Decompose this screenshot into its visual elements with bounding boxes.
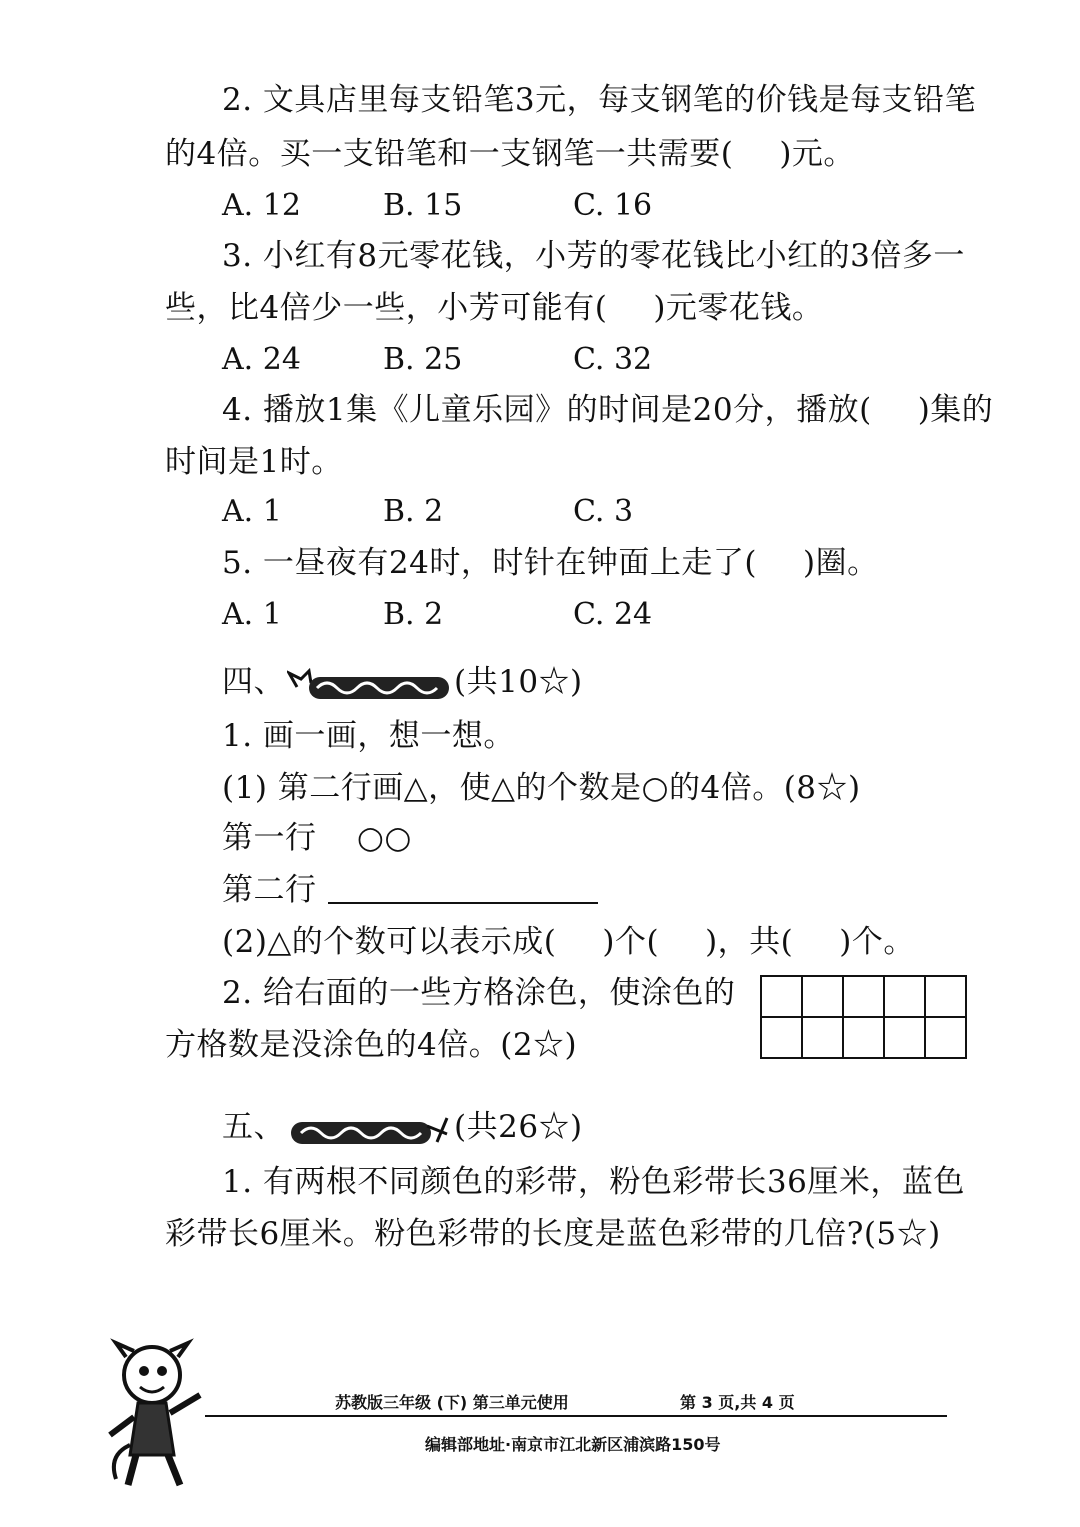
q2-option-b[interactable]: B. 15 (383, 188, 463, 223)
section-4-number: 四、 (222, 664, 285, 700)
q3-option-b[interactable]: B. 25 (383, 342, 463, 377)
section-4-heading (222, 662, 583, 702)
row-2-label: 第二行 (222, 872, 317, 908)
row-2-drawing-line[interactable] (328, 902, 598, 904)
grid-cell[interactable] (803, 977, 844, 1018)
s4-q2-line-2: 方格数是没涂色的4倍。(2☆) (165, 1027, 578, 1063)
q2-line-1: 2. 文具店里每支铅笔3元，每支钢笔的价钱是每支铅笔 (222, 82, 977, 118)
q4-text-a: 4. 播放1集《儿童乐园》的时间是20分，播放( (222, 392, 872, 428)
section-5-score: (共26☆) (454, 1109, 583, 1145)
grid-cell[interactable] (844, 977, 885, 1018)
q3-option-a[interactable]: A. 24 (222, 342, 301, 377)
q5-text-a: 5. 一昼夜有24时，时针在钟面上走了( (222, 545, 757, 581)
q5-line-1 (222, 543, 879, 583)
q2-option-a[interactable]: A. 12 (222, 188, 301, 223)
section-badge-icon (287, 667, 452, 701)
q4-option-b[interactable]: B. 2 (383, 494, 444, 529)
s4-q1-part2-c: )，共( (705, 924, 794, 960)
section-badge-icon (287, 1112, 452, 1146)
q5-text-b: )圈。 (802, 545, 879, 581)
q3-line-2 (165, 288, 823, 328)
grid-cell[interactable] (762, 1018, 803, 1059)
q5-option-a[interactable]: A. 1 (222, 597, 282, 632)
mascot-icon (100, 1335, 220, 1495)
q5-option-c[interactable]: C. 24 (573, 597, 653, 632)
s4-q1-part2 (222, 922, 915, 962)
row-1-label: 第一行 (222, 820, 317, 856)
grid-cell[interactable] (844, 1018, 885, 1059)
grid-cell[interactable] (885, 977, 926, 1018)
section-4-score: (共10☆) (454, 664, 583, 700)
s5-q1-line-2: 彩带长6厘米。粉色彩带的长度是蓝色彩带的几倍?(5☆) (165, 1216, 941, 1252)
section-5-heading (222, 1107, 583, 1147)
section-5-number: 五、 (222, 1109, 285, 1145)
s4-q2-line-1: 2. 给右面的一些方格涂色，使涂色的 (222, 975, 736, 1011)
q4-option-c[interactable]: C. 3 (573, 494, 634, 529)
q3-text-a: 些，比4倍少一些，小芳可能有( (165, 290, 608, 326)
coloring-grid[interactable] (760, 975, 967, 1059)
footer-address: 编辑部地址·南京市江北新区浦滨路150号 (425, 1435, 721, 1454)
grid-cell[interactable] (762, 977, 803, 1018)
q2-line-2 (165, 134, 855, 174)
grid-cell[interactable] (885, 1018, 926, 1059)
s4-q1-part2-d: )个。 (839, 924, 915, 960)
footer-page-number: 第 3 页,共 4 页 (680, 1393, 795, 1412)
s4-q1-title: 1. 画一画，想一想。 (222, 718, 515, 754)
q3-option-c[interactable]: C. 32 (573, 342, 653, 377)
q3-line-1: 3. 小红有8元零花钱，小芳的零花钱比小红的3倍多一 (222, 238, 965, 274)
grid-cell[interactable] (926, 977, 967, 1018)
q2-text-a: 的4倍。买一支铅笔和一支钢笔一共需要( (165, 136, 734, 172)
row-1 (222, 818, 412, 858)
q2-option-c[interactable]: C. 16 (573, 188, 653, 223)
q4-line-1 (222, 390, 993, 430)
q3-text-b: )元零花钱。 (653, 290, 824, 326)
s5-q1-line-1: 1. 有两根不同颜色的彩带，粉色彩带长36厘米，蓝色 (222, 1164, 965, 1200)
grid-cell[interactable] (803, 1018, 844, 1059)
footer-divider (205, 1415, 947, 1417)
footer-edition: 苏教版三年级 (下) 第三单元使用 (335, 1393, 569, 1412)
q4-text-b: )集的 (917, 392, 994, 428)
q5-option-b[interactable]: B. 2 (383, 597, 444, 632)
s4-q1-part2-b: )个( (602, 924, 660, 960)
circle-shapes: ○○ (356, 820, 412, 856)
s4-q1-part1: (1) 第二行画△，使△的个数是○的4倍。(8☆) (222, 770, 861, 806)
q4-option-a[interactable]: A. 1 (222, 494, 282, 529)
q4-line-2: 时间是1时。 (165, 444, 343, 480)
grid-cell[interactable] (926, 1018, 967, 1059)
q2-text-b: )元。 (779, 136, 855, 172)
s4-q1-part2-a: (2)△的个数可以表示成( (222, 924, 557, 960)
